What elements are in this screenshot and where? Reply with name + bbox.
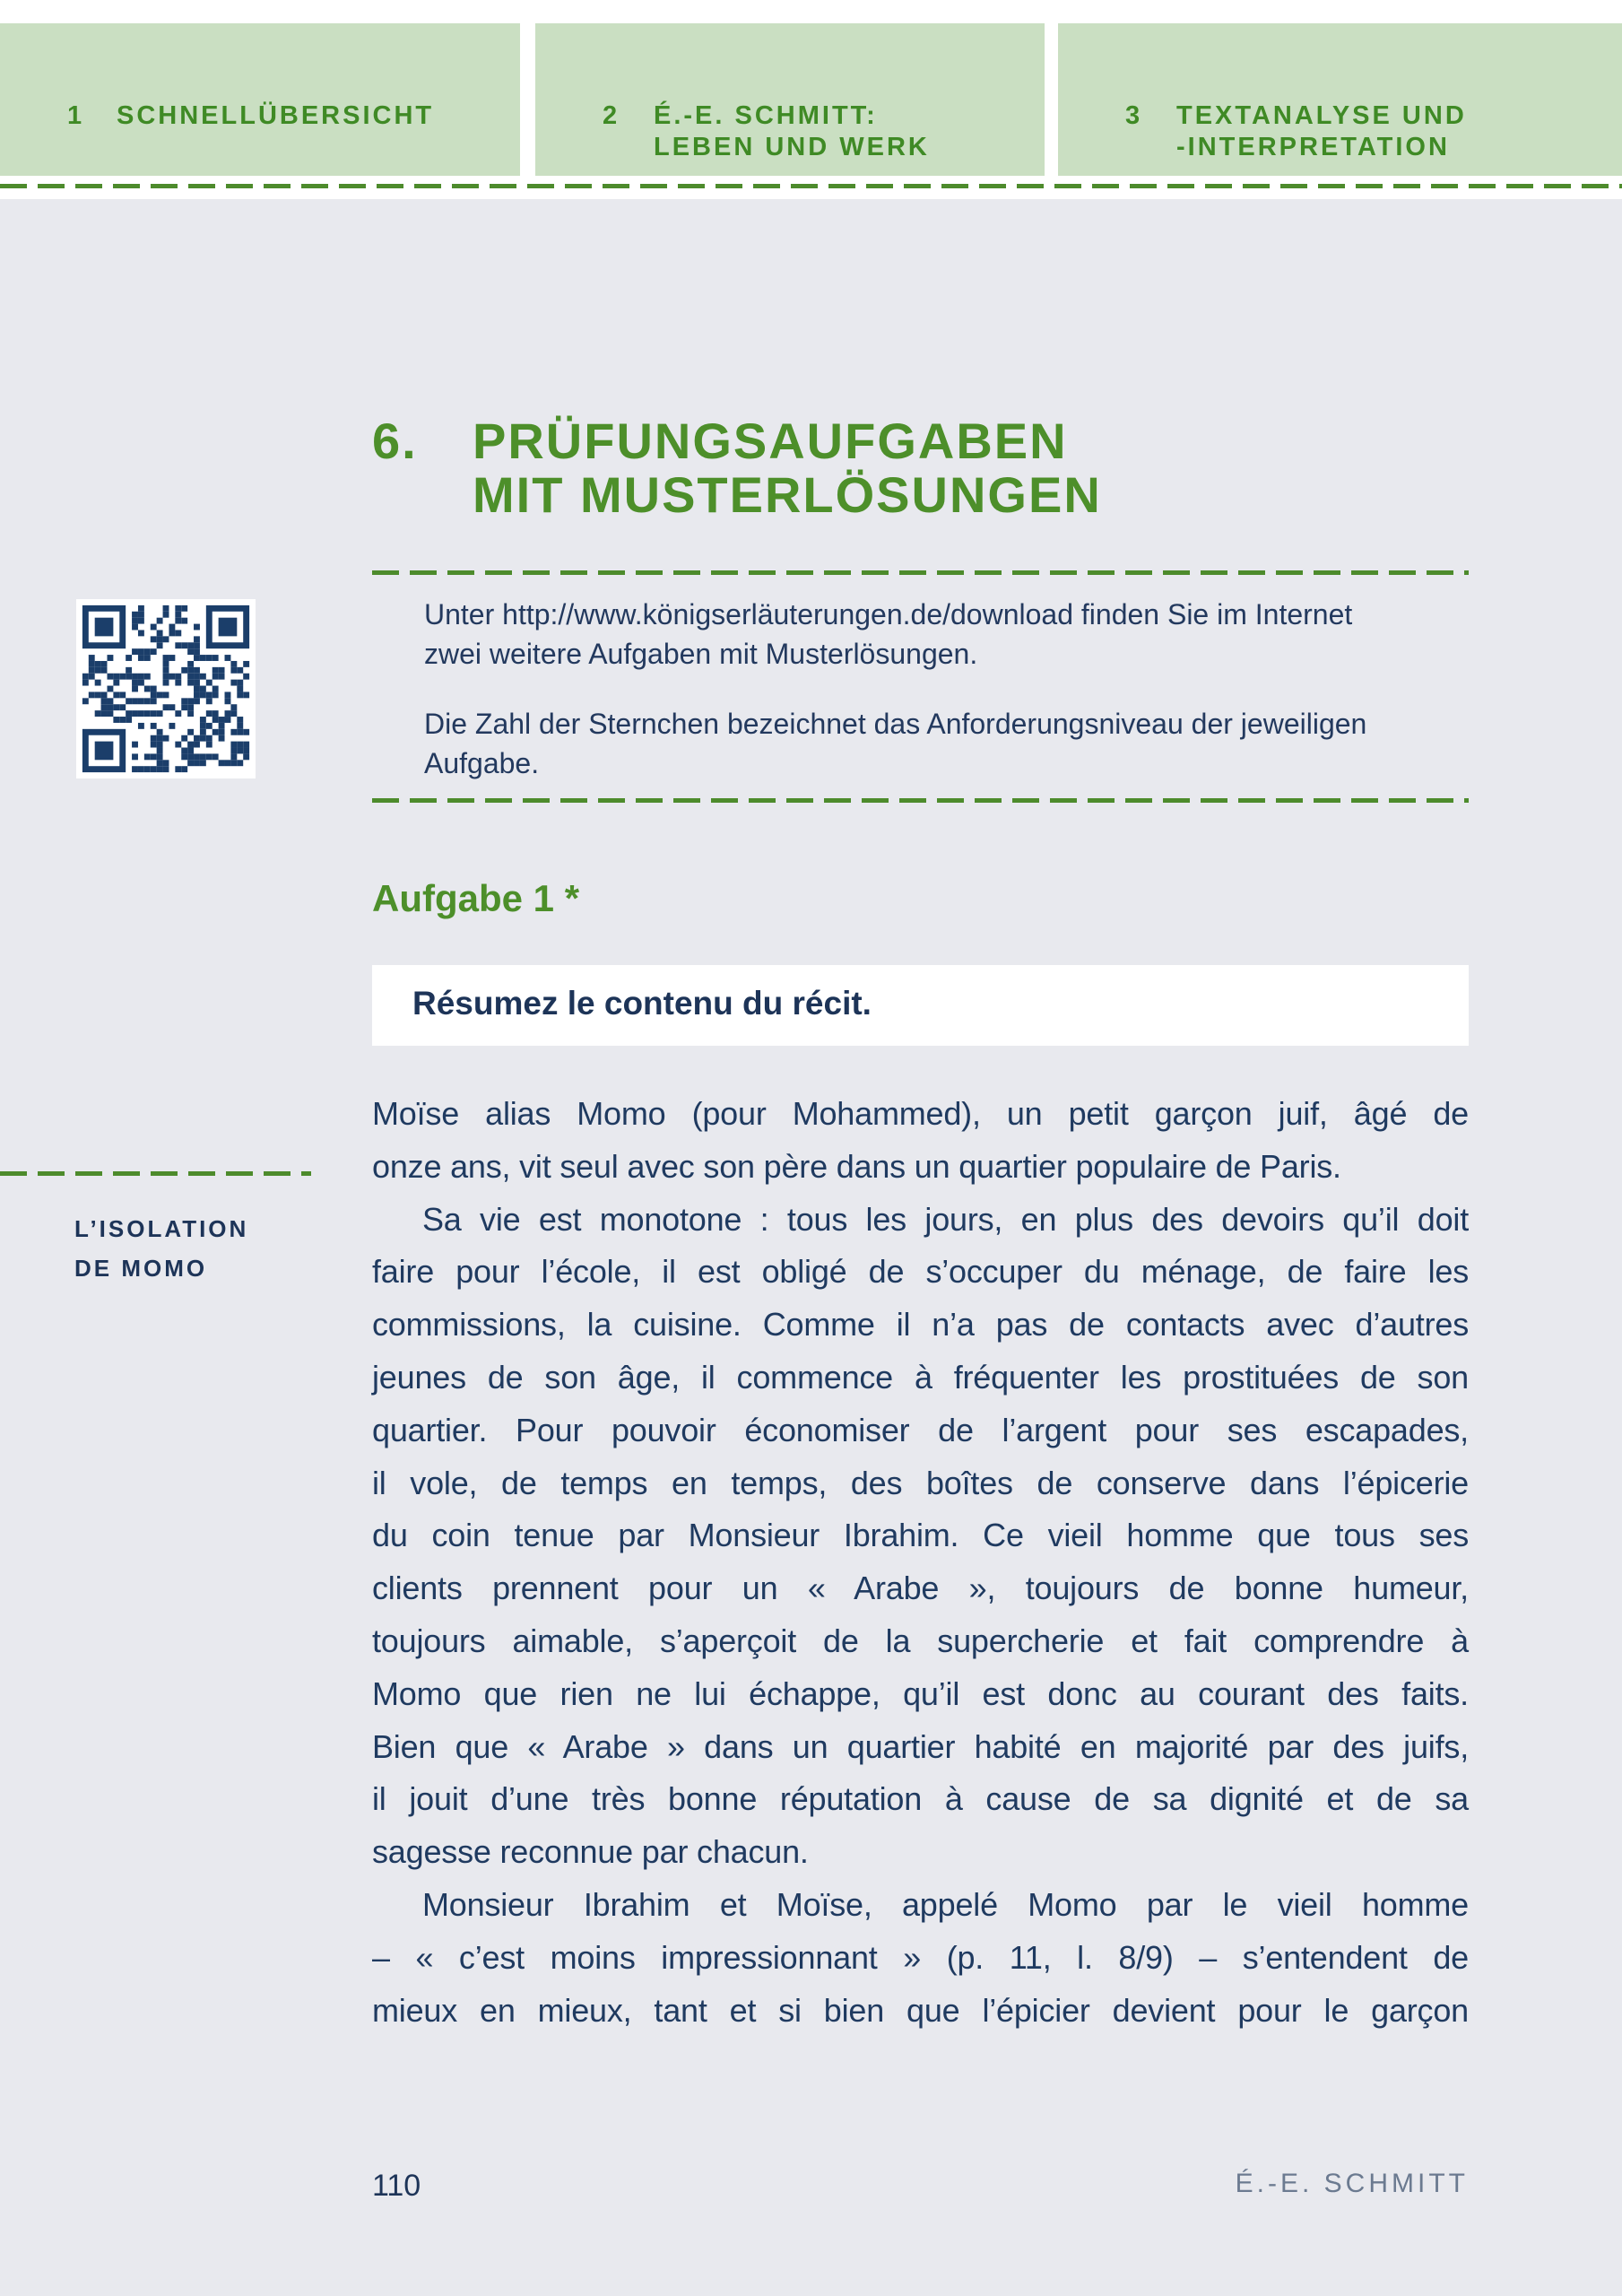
tab-number: 1 (67, 101, 85, 130)
task-heading: Aufgabe 1 * (372, 877, 580, 919)
info-divider-top (372, 570, 1469, 575)
text-line: Bien que « Arabe » dans un quartier habité en majorité par des juifs, (372, 1727, 1469, 1765)
text-line: faire pour l’école, il est obligé de s’occuper du ménage, de faire les (372, 1253, 1469, 1291)
info-line: Unter http://www.königserläuterungen.de/download finden Sie im Internet (424, 598, 1353, 631)
info-line: zwei weitere Aufgaben mit Musterlösungen. (424, 638, 978, 670)
text-line: du coin tenue par Monsieur Ibrahim. Ce vieil homme que tous ses (372, 1517, 1469, 1554)
info-line: Aufgabe. (424, 747, 540, 779)
text-line: sagesse reconnue par chacun. (372, 1833, 809, 1871)
info-divider-bottom (372, 798, 1469, 803)
text-line: Momo que rien ne lui échappe, qu’il est donc au courant des faits. (372, 1674, 1469, 1712)
task-prompt-box (372, 965, 1469, 1046)
text-line: il jouit d’une très bonne réputation à cause de sa dignité et de sa (372, 1780, 1469, 1818)
text-line: Moïse alias Momo (pour Mohammed), un petit garçon juif, âgé de (372, 1095, 1469, 1132)
text-line: quartier. Pour pouvoir économiser de l’argent pour ses escapades, (372, 1411, 1469, 1448)
margin-divider (0, 1171, 311, 1176)
margin-note-line: L’ISOLATION (74, 1215, 249, 1242)
tab-label: SCHNELLÜBERSICHT (117, 101, 435, 130)
text-line: onze ans, vit seul avec son père dans un quartier populaire de Paris. (372, 1147, 1341, 1185)
tab-number: 2 (603, 101, 620, 130)
page-number: 110 (372, 2169, 421, 2203)
tab-textanalyse[interactable] (1058, 23, 1622, 176)
text-line: toujours aimable, s’aperçoit de la supercherie et fait comprendre à (372, 1622, 1469, 1659)
chapter-title-line1: PRÜFUNGSAUFGABEN (473, 413, 1068, 469)
text-line: Sa vie est monotone : tous les jours, en plus des devoirs qu’il doit (422, 1200, 1469, 1238)
tab-schnelluebersicht[interactable] (0, 23, 520, 176)
tab-label-line1: TEXTANALYSE UND (1176, 101, 1467, 130)
text-line: clients prennent pour un « Arabe », toujours de bonne humeur, (372, 1570, 1469, 1607)
tab-label-line2: -INTERPRETATION (1176, 133, 1450, 161)
task-prompt: Résumez le contenu du récit. (412, 985, 872, 1022)
text-line: mieux en mieux, tant et si bien que l’épicier devient pour le garçon (372, 1991, 1469, 2029)
chapter-number: 6. (372, 413, 418, 469)
tab-label-line2: LEBEN UND WERK (654, 133, 930, 161)
info-line: Die Zahl der Sternchen bezeichnet das Anforderungsniveau der jeweiligen (424, 708, 1367, 740)
running-footer-author: É.-E. SCHMITT (1235, 2169, 1469, 2198)
text-line: – « c’est moins impressionnant » (p. 11, l. 8/9) – s’entendent de (372, 1938, 1469, 1976)
text-line: jeunes de son âge, il commence à fréquenter les prostituées de son (372, 1358, 1469, 1396)
header-divider (0, 184, 1622, 188)
chapter-title-line2: MIT MUSTERLÖSUNGEN (473, 466, 1102, 523)
tab-leben-und-werk[interactable] (535, 23, 1045, 176)
tab-label-line1: É.-E. SCHMITT: (654, 101, 878, 130)
answer-text (372, 1088, 1469, 2037)
tab-number: 3 (1125, 101, 1143, 130)
info-paragraph-stars (424, 704, 1464, 783)
qr-code[interactable] (76, 599, 256, 778)
text-line: il vole, de temps en temps, des boîtes de conserve dans l’épicerie (372, 1464, 1469, 1501)
text-line: Monsieur Ibrahim et Moïse, appelé Momo par le vieil homme (422, 1885, 1469, 1923)
text-line: commissions, la cuisine. Comme il n’a pas de contacts avec d’autres (372, 1306, 1469, 1344)
margin-note-line: DE MOMO (74, 1255, 208, 1282)
info-paragraph-download (424, 595, 1464, 674)
margin-note (74, 1209, 248, 1288)
